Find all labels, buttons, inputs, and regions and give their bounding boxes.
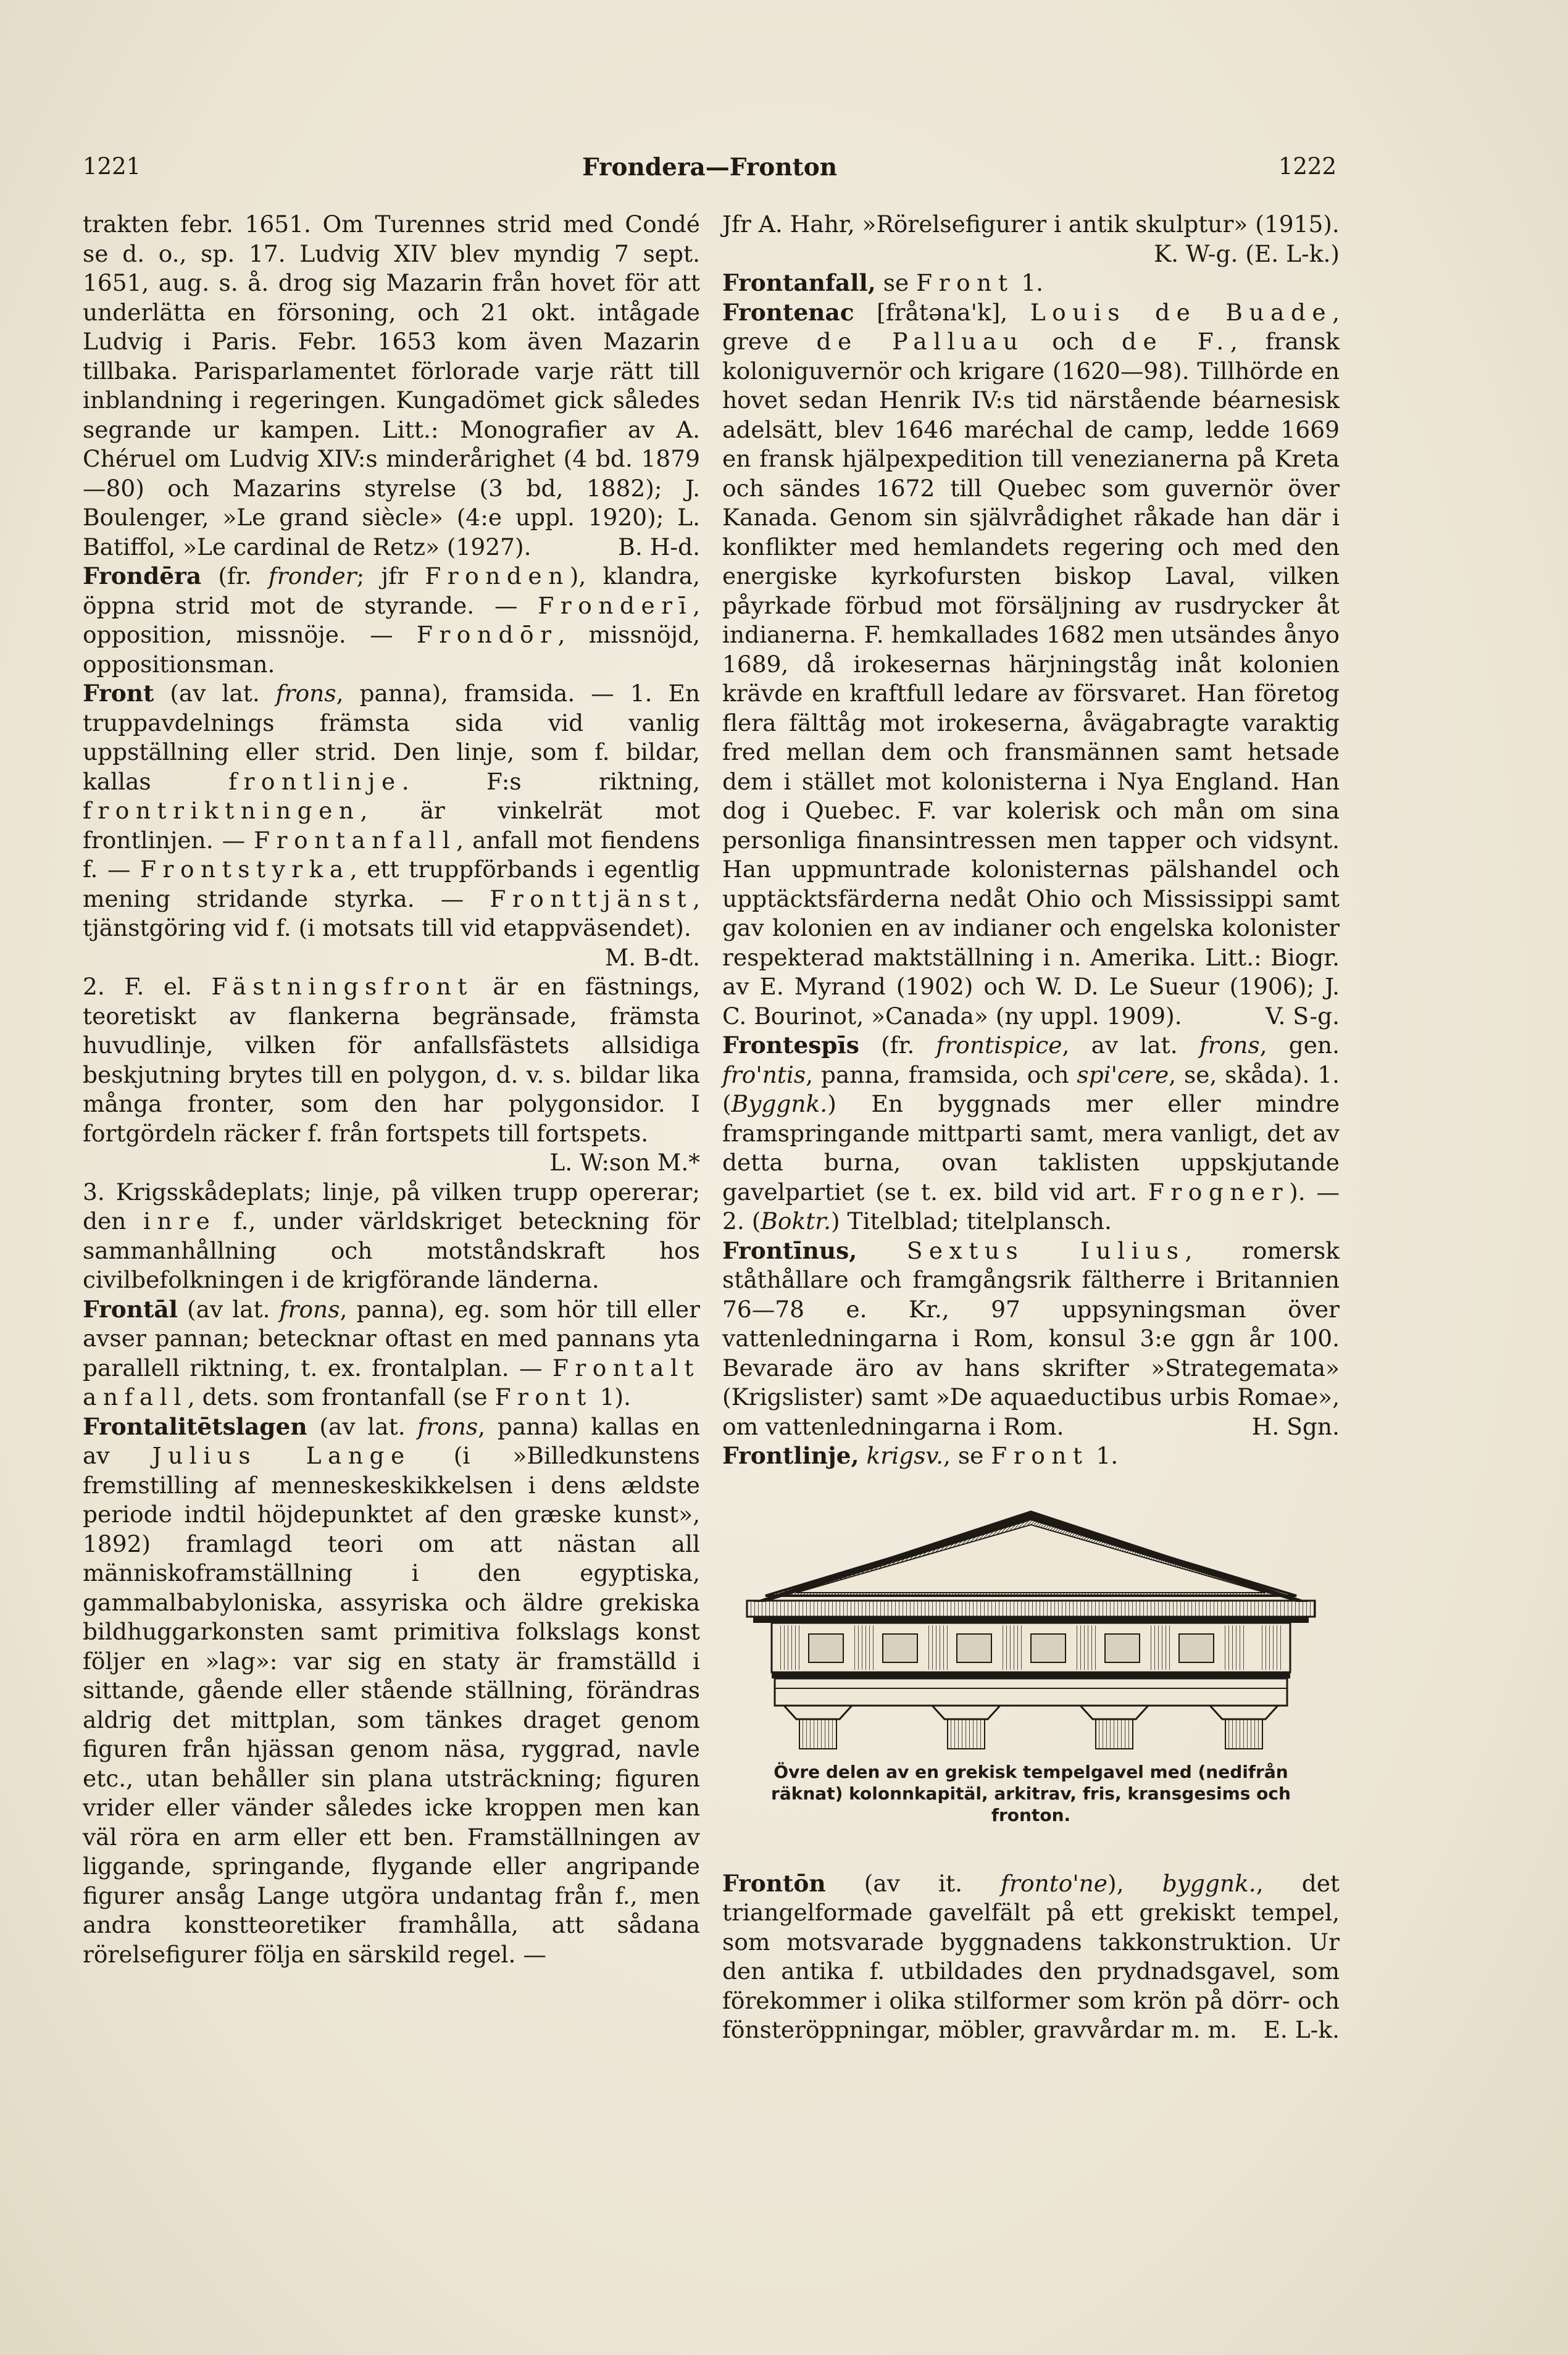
entry-front-sense-2 bbox=[83, 972, 701, 1176]
entry-text: , panna, framsida, och bbox=[806, 1061, 1077, 1088]
entry-text: frons bbox=[279, 1295, 340, 1323]
subentry-term: frontriktningen bbox=[83, 797, 361, 824]
author-signature: V. S-g. bbox=[1265, 1002, 1340, 1030]
subentry-term: frontlinje bbox=[228, 767, 402, 795]
headword: Frontenac bbox=[722, 298, 854, 326]
headword: Front bbox=[83, 680, 154, 707]
entry-text: , romersk ståthållare och framgångsrik fältherre i Britannien 76—78 e. Kr., 97 uppsyningsman över vattenledningarna i Rom, konsul 3:e ggn år 100. Bevarade äro av hans skrifter »Strategemata» (Krigslister) samt »De aquaeductibus urbis Romae», om vattenledningarna i Rom. bbox=[722, 1236, 1340, 1440]
entry-text: , panna), framsida. — 1. En truppavdelnings främsta sida vid vanlig uppställning eller strid. Den linje, som f. bildar, kallas bbox=[83, 680, 700, 795]
entry-text: ), klandra, öppna strid mot de styrande. — bbox=[83, 562, 700, 619]
entry-text: trakten febr. 1651. Om Turennes strid med Condé se d. o., sp. 17. Ludvig XIV blev myndig 7 sept. 1651, aug. s. å. drog sig Mazarin från hovet för att underlätta en försoning, och 21 okt. intågade Ludvig i Paris. Febr. 1653 kom även Mazarin tillbaka. Parisparlamentet förlorade varje rätt till inblandning i regeringen. Kungadömet gick således segrande ur kampen. Litt.: Monografier av A. Chéruel om Ludvig XIV:s minderårighet (4 bd. 1879—80) och Mazarins styrelse (3 bd, 1882); J. Boulenger, »Le grand siècle» (4:e uppl. 1920); L. Batiffol, »Le cardinal de Retz» (1927). bbox=[83, 210, 700, 561]
author-signature: L. W:son M.* bbox=[549, 1149, 700, 1176]
entry-text: byggnk. bbox=[1162, 1869, 1256, 1897]
entry-text: , det triangelformade gavelfält på ett grekiskt tempel, som motsvarade byggnadens takkonstruktion. Ur den antika f. utbildades den prydnadsgavel, som förekommer i olika stilformer som krön på dörr- och fönsteröppningar, möbler, gravvårdar m. m. bbox=[722, 1869, 1340, 2043]
temple-pediment-illustration bbox=[728, 1503, 1333, 1750]
headword: Frontōn bbox=[722, 1869, 826, 1897]
entry-text: ). — 2. ( bbox=[722, 1178, 1340, 1235]
entry-frontenac bbox=[722, 298, 1340, 1032]
running-title: Frondera—Fronton bbox=[582, 153, 838, 181]
entry-text: (av lat. bbox=[177, 1295, 280, 1323]
entry-text: , panna), eg. som hör till eller avser pannan; betecknar oftast en med pannans yta parallell riktning, t. ex. frontalplan. — bbox=[83, 1295, 700, 1382]
entry-front bbox=[83, 679, 700, 971]
entry-text: , tjänstgöring vid f. (i motsats till vid etappväsendet). bbox=[83, 885, 700, 941]
subentry-term: inre bbox=[143, 1207, 217, 1235]
headword: Frontlinje, bbox=[722, 1442, 859, 1469]
entry-text: , dets. som frontanfall (se bbox=[187, 1383, 495, 1411]
entry-text: (fr. bbox=[201, 562, 269, 590]
entry-text: fronder bbox=[268, 562, 357, 590]
entry-text: se bbox=[875, 269, 917, 296]
author-signature: K. W-g. (E. L-k.) bbox=[1154, 240, 1340, 267]
subentry-term: Frontalt anfall bbox=[83, 1354, 700, 1411]
entry-frontal bbox=[83, 1295, 700, 1412]
figure-temple-pediment bbox=[722, 1503, 1340, 1826]
column-capitals bbox=[784, 1706, 1278, 1749]
entry-text: , gen. bbox=[1259, 1032, 1340, 1059]
entry-text: , opposition, missnöje. — bbox=[83, 591, 700, 648]
cross-reference: Front bbox=[916, 269, 1014, 296]
entry-text: (fr. bbox=[859, 1032, 936, 1059]
headword: Frontīnus, bbox=[722, 1236, 857, 1264]
author-signature: M. B-dt. bbox=[604, 943, 700, 971]
entry-text: ) En byggnads mer eller mindre framspringande mittparti samt, mera vanligt, det av detta burna, ovan taklisten uppskjutande gavelpartiet (se t. ex. bild vid art. bbox=[722, 1090, 1340, 1206]
entry-text: (i »Billedkunstens fremstilling af menneskeskikkelsen i dens ældste periode indtil höjdepunktet af den græske kunst», 1892) framlagd teori om att nästan all människoframställning i den egyptiska, gammalbabyloniska, assyriska och äldre grekiska bildhuggarkonsten samt primitiva folkslags konst följer en »lag»: var sig en staty är framställd i sittande, gående eller stående ställning, förändras aldrig det mittplan, som tänkes draget genom figuren från hjässan genom näsa, ryggrad, navle etc., utan behåller sin plana utsträckning; figuren vrider eller vänder således icke kroppen men kan väl röra en arm eller ett ben. Framställningen av liggande, springande, flygande eller angripande figurer ansåg Lange utgöra undantag från f., men andra konstteoretiker framhålla, att sådana rörelsefigurer följa en särskild regel. — bbox=[83, 1442, 700, 1968]
subentry-term: Fästningsfront bbox=[211, 973, 473, 1000]
person-name: de F. bbox=[1122, 328, 1230, 355]
figure-caption: Övre delen av en grekisk tempelgavel med (nedifrån räknat) kolonnkapitäl, arkitrav, fris, kransgesims och fronton. bbox=[771, 1761, 1291, 1825]
entry-text: 2. F. el. bbox=[83, 973, 212, 1000]
entry-text: Jfr A. Hahr, »Rörelsefigurer i antik skulptur» (1915). bbox=[722, 210, 1340, 238]
person-name: Louis de Buade bbox=[1030, 298, 1333, 326]
headword: Frontāl bbox=[83, 1295, 178, 1323]
cross-reference: Fronden bbox=[425, 562, 570, 590]
headword: Frontanfall, bbox=[722, 269, 876, 296]
entry-text: 1. bbox=[1014, 269, 1044, 296]
entry-text: 3. Krigsskådeplats; linje, på vilken trupp opererar; den bbox=[83, 1178, 700, 1235]
author-signature: E. L-k. bbox=[1263, 2016, 1340, 2043]
entry-text: är en fästnings, teoretiskt av flankerna begränsade, främsta huvudlinje, vilken för anfallsfästets allsidiga beskjutning brytes till en polygon, d. v. s. bildar lika många fronter, som den har polygonsidor. I fortgördeln räcker f. från fortspets till fortspets. bbox=[83, 973, 701, 1147]
headword: Frondēra bbox=[83, 562, 202, 590]
entry-text: . F:s riktning, bbox=[401, 767, 700, 795]
entry-text: fro'ntis bbox=[722, 1061, 806, 1088]
entry-text: frons bbox=[1199, 1032, 1260, 1059]
entry-frontespis bbox=[722, 1031, 1340, 1236]
entry-text: , fransk koloniguvernör och krigare (1620—98). Tillhörde en hovet sedan Henrik IV:s tid närstående béarnesisk adelsätt, blev 1646 maréchal de camp, ledde 1669 en fransk hjälpexpedition till venezianerna på Kreta och sändes 1672 till Quebec som guvernör över Kanada. Genom sin självrådighet råkade han där i konflikter med hemlandets regering och med den energiske kyrkofursten biskop Laval, vilken påyrkade förbud mot försäljning av rusdrycker åt indianerna. F. hemkallades 1682 men utsändes ånyo 1689, då irokesernas härjningståg inåt kolonien krävde en kraftfull ledare av försvaret. Han företog flera fälttåg mot irokeserna, åvägabragte varaktig fred mellan dem och fransmännen samt hetsade dem i stället mot kolonisterna i Nya England. Han dog i Quebec. F. var kolerisk och mån om sina personliga finansintressen men tapper och vidsynt. Han uppmuntrade kolonisternas pälshandel och upptäcktsfärderna nedåt Ohio och Mississippi samt gav kolonien en av indianer och engelska kolonister respekterad maktställning i n. Amerika. Litt.: Biogr. av E. Myrand (1902) och W. D. Le Sueur (1906); J. C. Bourinot, »Canada» (ny uppl. 1909). bbox=[722, 328, 1340, 1030]
entry-frontanfall bbox=[722, 269, 1340, 298]
entry-text: , panna) kallas en av bbox=[83, 1412, 700, 1469]
entry-text: , se bbox=[943, 1442, 991, 1469]
entry-frontlinje bbox=[722, 1441, 1340, 1471]
headword: Frontalitētslagen bbox=[83, 1412, 307, 1440]
entry-text: spi'cere bbox=[1077, 1061, 1169, 1088]
person-name: Sextus Iulius bbox=[906, 1236, 1185, 1264]
entry-text: ), bbox=[1107, 1869, 1162, 1897]
page-number-left: 1221 bbox=[83, 153, 141, 180]
entry-continuation bbox=[83, 210, 700, 562]
entry-fronton bbox=[722, 1869, 1340, 2045]
entry-continuation bbox=[722, 210, 1340, 267]
entry-text: (av it. bbox=[825, 1869, 1001, 1897]
entry-front-sense-3 bbox=[83, 1178, 700, 1295]
person-name: de Palluau bbox=[816, 328, 1025, 355]
entry-text: , av lat. bbox=[1062, 1032, 1199, 1059]
entry-text: frons bbox=[417, 1412, 478, 1440]
author-signature: H. Sgn. bbox=[1251, 1412, 1340, 1440]
right-column bbox=[722, 210, 1340, 2045]
cross-reference: Front bbox=[991, 1442, 1089, 1469]
entry-text: , anfall mot fiendens f. — bbox=[83, 826, 700, 883]
entry-text: , ett truppförbands i egentlig mening stridande styrka. — bbox=[83, 856, 700, 912]
page-number-right: 1222 bbox=[1278, 153, 1337, 180]
subentry-term: Frontanfall bbox=[254, 826, 457, 854]
entry-text: frons bbox=[275, 680, 336, 707]
entry-text: frontispice bbox=[936, 1032, 1062, 1059]
entry-frontinus bbox=[722, 1236, 1340, 1442]
entry-text: f., under världskriget beteckning för sammanhållning och motståndskraft hos civilbefolkningen i de krigförande länderna. bbox=[83, 1207, 700, 1293]
cross-reference: Frogner bbox=[1148, 1178, 1290, 1206]
left-column bbox=[83, 210, 700, 1969]
page-header bbox=[83, 153, 1337, 190]
entry-text: , missnöjd, oppositionsman. bbox=[83, 621, 700, 678]
entry-text: och bbox=[1024, 328, 1122, 355]
entry-frondera bbox=[83, 562, 700, 679]
person-name: Julius Lange bbox=[152, 1442, 411, 1469]
entry-text: 1). bbox=[592, 1383, 632, 1411]
headword: Frontespīs bbox=[722, 1032, 859, 1059]
subentry-term: Fronderī bbox=[538, 591, 693, 619]
entry-text: (av lat. bbox=[154, 680, 276, 707]
entry-text: (av lat. bbox=[307, 1412, 418, 1440]
entry-text: Boktr. bbox=[761, 1207, 831, 1235]
entry-text: , är vinkelrät mot frontlinjen. — bbox=[83, 797, 700, 854]
entry-text: , greve bbox=[722, 298, 1340, 355]
entry-text: ) Titelblad; titelplansch. bbox=[831, 1207, 1112, 1235]
entry-text: Byggnk. bbox=[731, 1090, 828, 1117]
entry-text: fronto'ne bbox=[1001, 1869, 1107, 1897]
subentry-term: Frondōr bbox=[416, 621, 558, 648]
entry-text: [fråtəna'k], bbox=[854, 298, 1030, 326]
subentry-term: Frontstyrka bbox=[140, 856, 350, 883]
entry-text: krigsv. bbox=[866, 1442, 944, 1469]
entry-text: 1. bbox=[1088, 1442, 1119, 1469]
entry-text: ; jfr bbox=[356, 562, 425, 590]
subentry-term: Fronttjänst bbox=[490, 885, 693, 912]
author-signature: B. H-d. bbox=[618, 533, 700, 561]
cross-reference: Front bbox=[494, 1383, 593, 1411]
entry-text: , se, skåda). 1. ( bbox=[722, 1061, 1340, 1117]
entry-frontalitetslagen bbox=[83, 1412, 700, 1970]
